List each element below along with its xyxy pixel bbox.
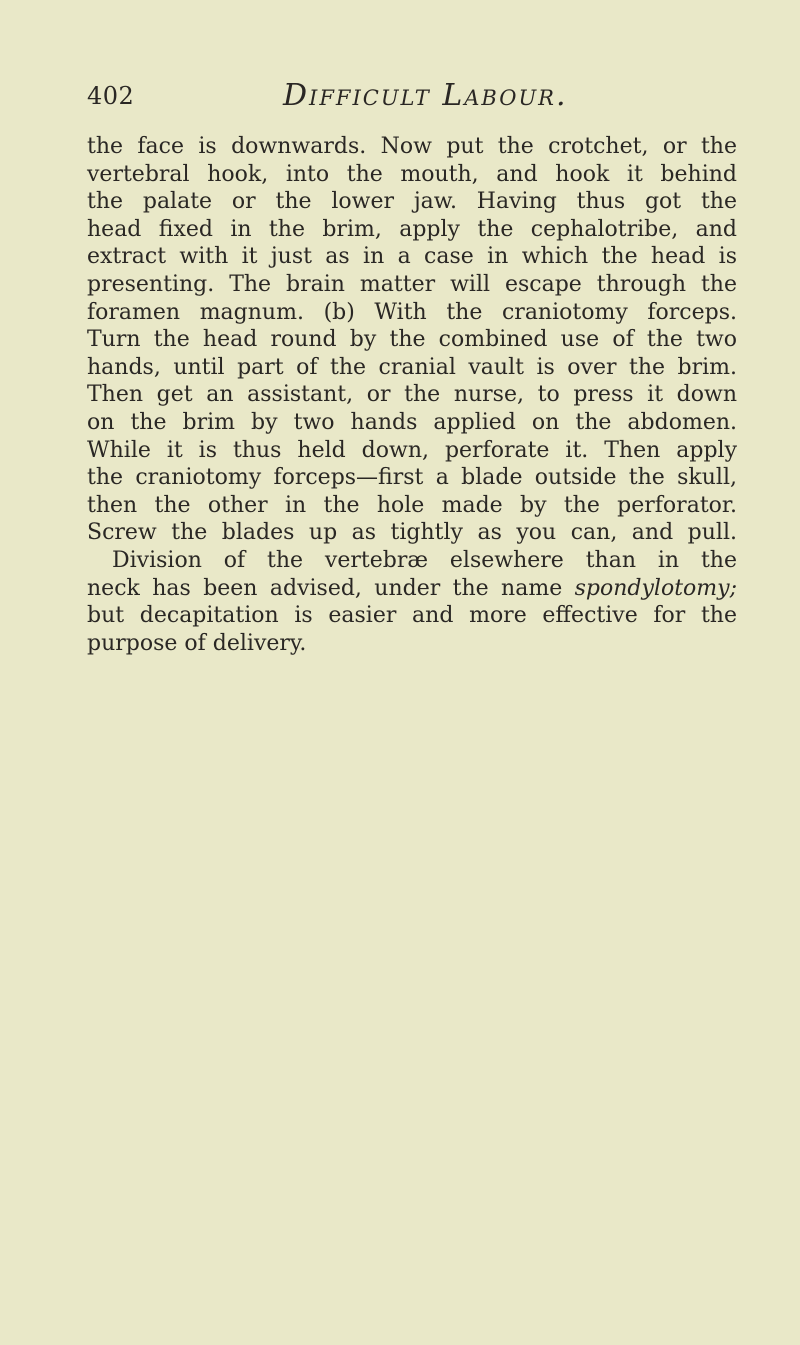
text-line: but decapitation is easier and more effective for the xyxy=(87,603,737,629)
text-line: purpose of delivery. xyxy=(87,630,307,656)
page-number: 402 xyxy=(87,82,135,110)
italic-term: spondylotomy; xyxy=(574,575,737,601)
text-segment: neck has been advised, under the name xyxy=(87,575,563,601)
text-line: head fixed in the brim, apply the cephalotribe, and xyxy=(87,216,737,242)
body-text xyxy=(87,133,737,657)
text-line: the palate or the lower jaw. Having thus got the xyxy=(87,189,737,215)
text-line: hands, until part of the cranial vault is over the brim. xyxy=(87,354,737,380)
text-line: presenting. The brain matter will escape through the xyxy=(87,271,737,297)
text-line: Turn the head round by the combined use of the two xyxy=(87,327,737,353)
text-line: the craniotomy forceps—first a blade outside the skull, xyxy=(87,465,737,491)
text-line: Division of the vertebræ elsewhere than in the xyxy=(112,547,737,573)
text-line: Screw the blades up as tightly as you can, and pull. xyxy=(87,520,737,546)
running-head: Difficult Labour. xyxy=(283,78,568,113)
text-line: then the other in the hole made by the perforator. xyxy=(87,492,737,518)
text-line: foramen magnum. (b) With the craniotomy forceps. xyxy=(87,299,737,325)
page-header xyxy=(87,78,727,118)
text-line: vertebral hook, into the mouth, and hook it behind xyxy=(87,161,737,187)
text-line-with-term xyxy=(87,575,737,603)
text-line: on the brim by two hands applied on the abdomen. xyxy=(87,409,737,435)
text-line: Then get an assistant, or the nurse, to press it down xyxy=(87,382,737,408)
text-line: extract with it just as in a case in which the head is xyxy=(87,244,737,270)
text-line: the face is downwards. Now put the crotchet, or the xyxy=(87,134,737,159)
text-line: While it is thus held down, perforate it. Then apply xyxy=(87,437,737,463)
